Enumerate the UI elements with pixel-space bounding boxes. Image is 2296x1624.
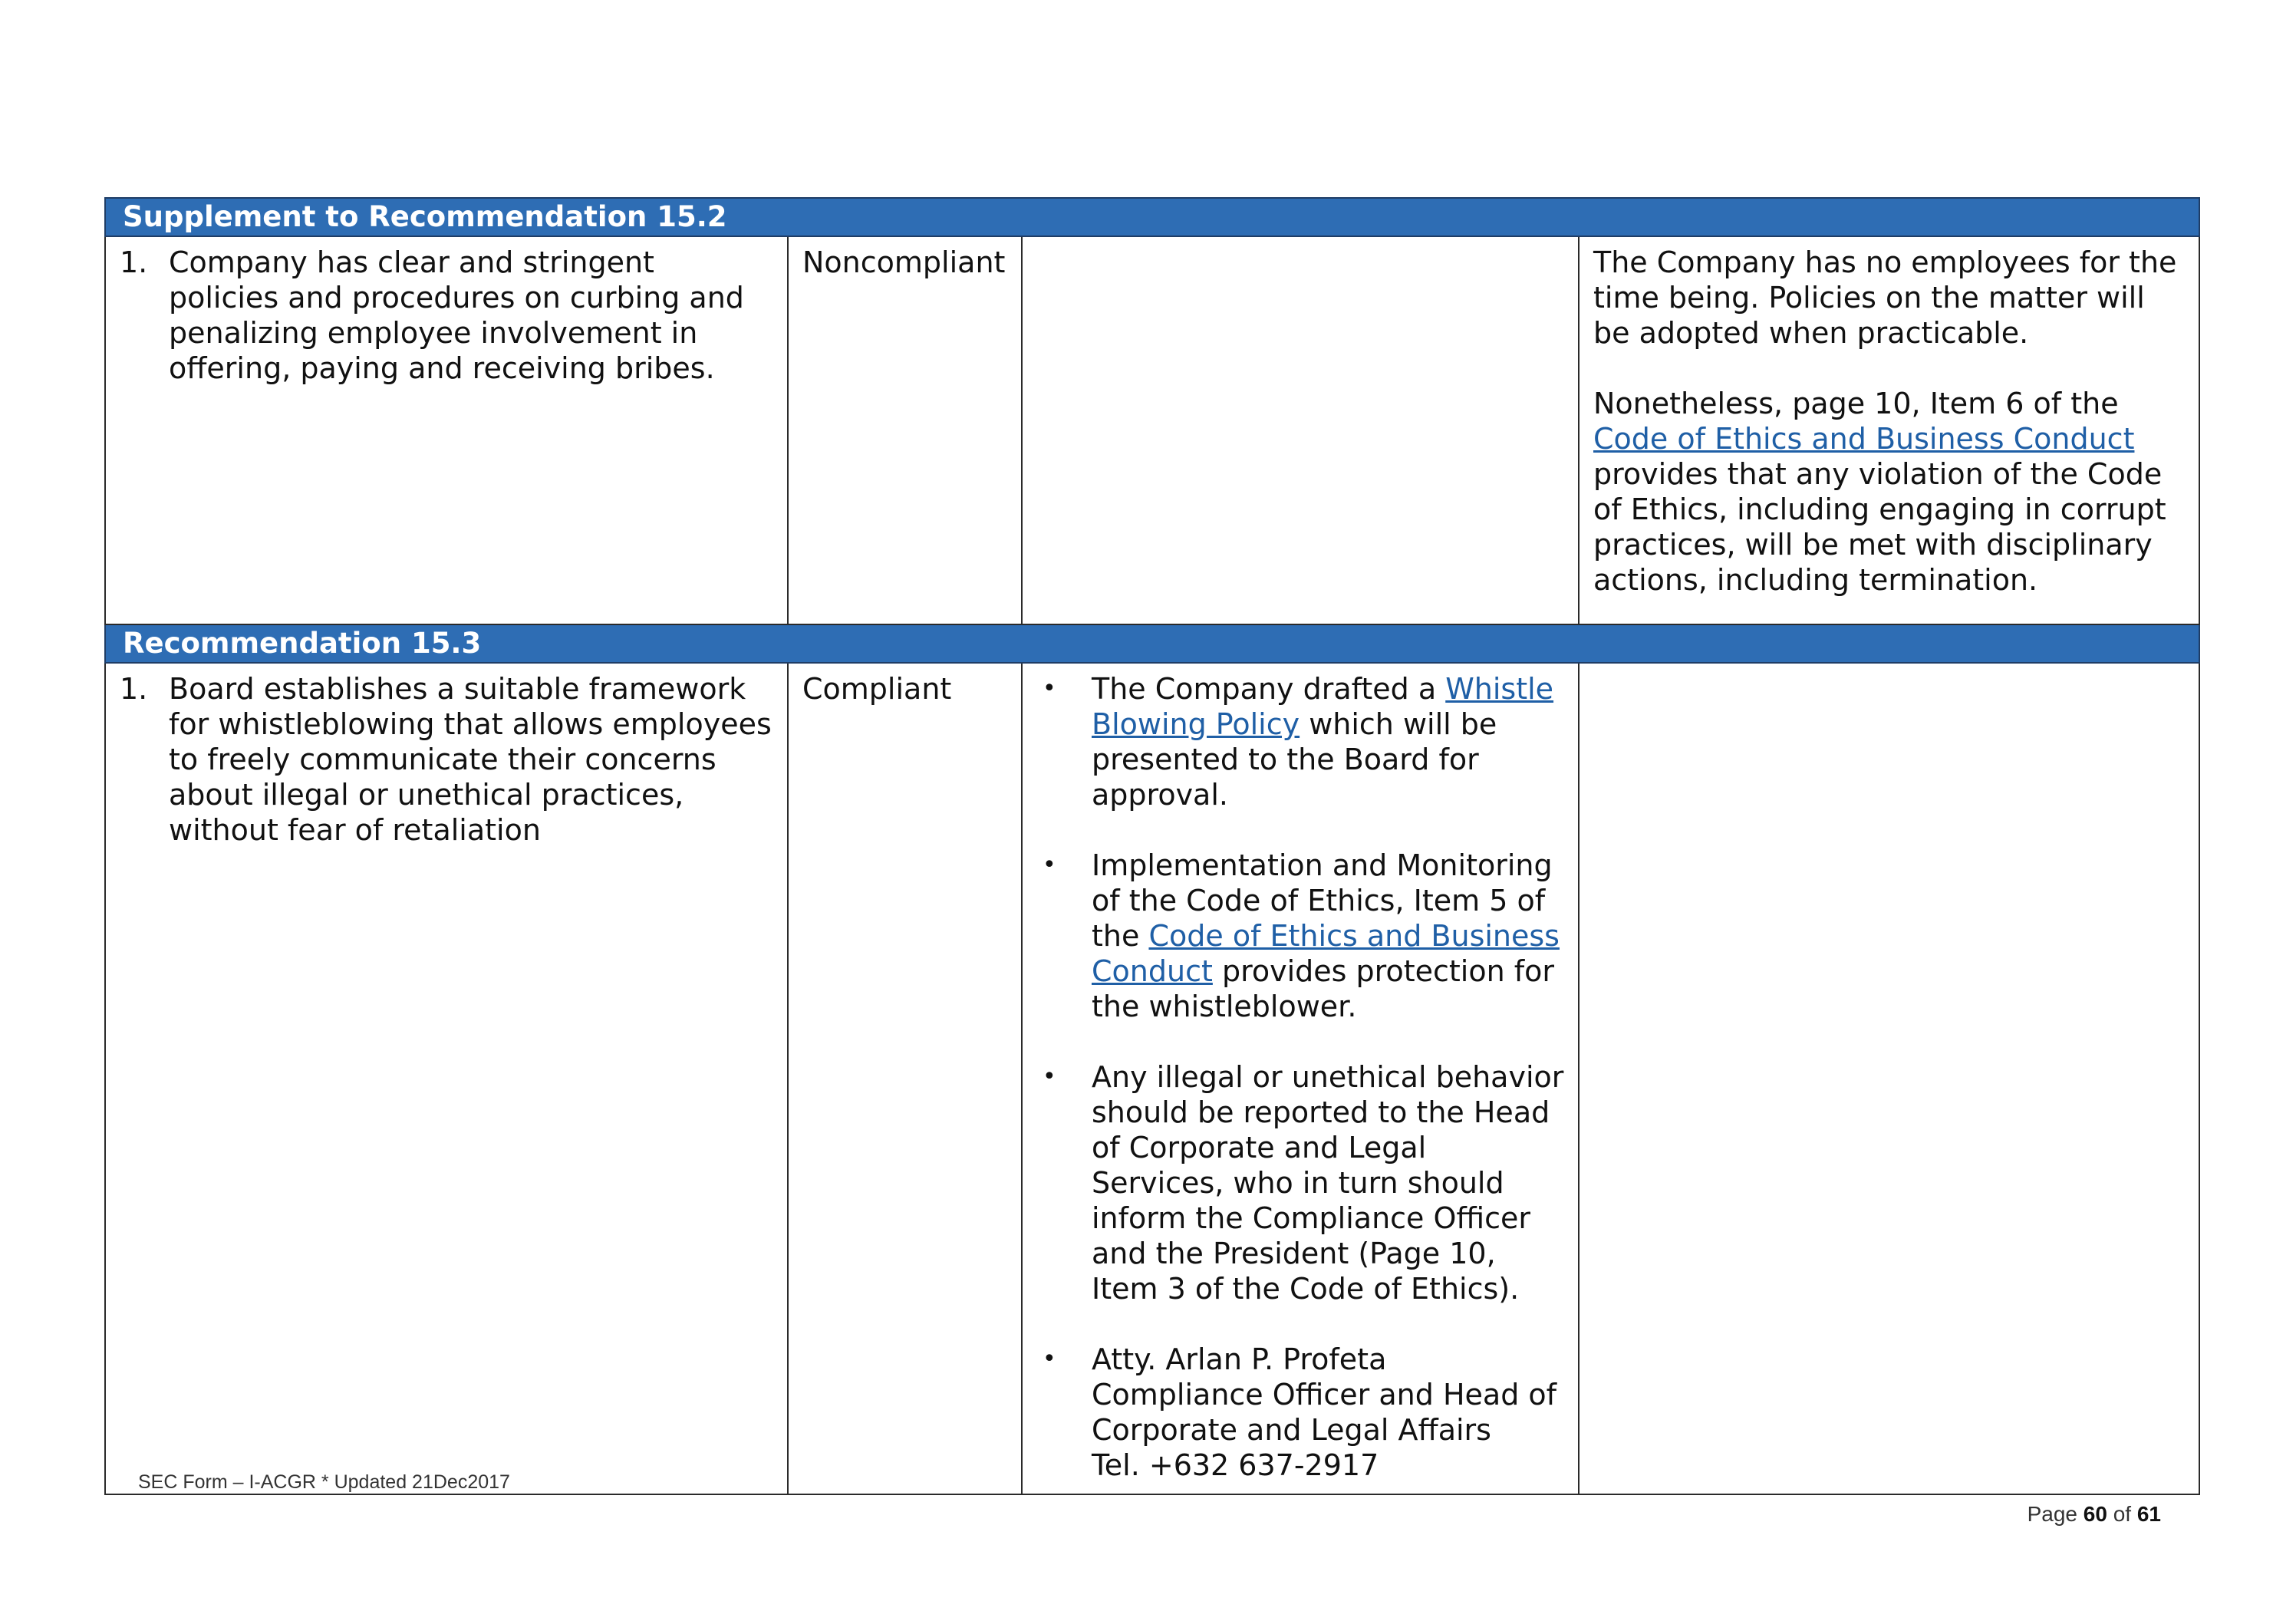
list-item [1036, 1059, 1564, 1306]
page-total: 61 [2136, 1502, 2161, 1526]
bullet-text-part: which will be presented to the Board for approval. [1092, 707, 1497, 812]
page-of-word: of [2113, 1502, 2132, 1526]
section-header-row [105, 198, 2199, 236]
bullet-text [1092, 848, 1564, 1024]
recommendation-cell [105, 663, 788, 1494]
details-bullet-list [1036, 671, 1564, 1483]
explanation-text: Nonetheless, page 10, Item 6 of the [1593, 387, 2119, 420]
bullet-text-part: provides protection for the whistleblower. [1092, 954, 1554, 1023]
bullet-text: Any illegal or unethical behavior should be reported to the Head of Corporate and Legal Services, who in turn should inform the Compliance Officer and the President (Page 10, Item 3 of the Code of Ethics). [1092, 1060, 1564, 1306]
bullet-icon: • [1043, 1346, 1056, 1372]
list-item [1036, 671, 1564, 812]
footer-form-label: SEC Form – I-ACGR * Updated 21Dec2017 [138, 1471, 510, 1493]
details-cell [1022, 663, 1579, 1494]
page-number [2028, 1502, 2161, 1527]
recommendation-cell [105, 236, 788, 624]
page-current: 60 [2083, 1502, 2107, 1526]
section-header-row [105, 624, 2199, 663]
bullet-icon: • [1043, 852, 1056, 878]
bullet-icon: • [1043, 1063, 1056, 1090]
compliance-status-cell: Noncompliant [788, 236, 1022, 624]
explanation-cell [1579, 663, 2199, 1494]
item-text: Board establishes a suitable framework for whistleblowing that allows employees to freely communicate their concerns about illegal or unethical practices, without fear of retaliation [169, 672, 772, 847]
details-cell [1022, 236, 1579, 624]
section-header-supplement-15-2: Supplement to Recommendation 15.2 [105, 198, 2199, 236]
contact-title: Compliance Officer and Head of Corporate and Legal Affairs [1092, 1378, 1557, 1447]
list-item [1036, 1342, 1564, 1483]
table-row [105, 663, 2199, 1494]
whistle-blowing-policy-link[interactable]: Whistle Blowing Policy [1092, 672, 1554, 741]
bullet-icon: • [1043, 675, 1056, 702]
item-text: Company has clear and stringent policies and procedures on curbing and penalizing employee involvement in offering, paying and receiving bribes. [169, 245, 744, 385]
bullet-text-part: Implementation and Monitoring of the Code of Ethics, Item 5 of the [1092, 848, 1553, 953]
page-word: Page [2027, 1502, 2077, 1526]
code-of-ethics-link[interactable]: Code of Ethics and Business Conduct [1092, 919, 1560, 988]
item-number: 1. [120, 672, 148, 706]
numbered-item [120, 671, 773, 848]
bullet-text [1092, 671, 1564, 812]
contact-phone: Tel. +632 637-2917 [1092, 1448, 1379, 1482]
explanation-text: provides that any violation of the Code of Ethics, including engaging in corrupt practices, will be met with disciplinary actions, including termination. [1593, 457, 2166, 597]
code-of-ethics-link[interactable]: Code of Ethics and Business Conduct [1593, 422, 2135, 456]
contact-name: Atty. Arlan P. Profeta [1092, 1342, 1387, 1376]
item-number: 1. [120, 245, 148, 279]
numbered-item [120, 245, 773, 386]
explanation-cell [1579, 236, 2199, 624]
list-item [1036, 848, 1564, 1024]
table-row [105, 236, 2199, 624]
contact-block [1092, 1342, 1564, 1483]
explanation-paragraph [1593, 386, 2185, 598]
compliance-status-cell: Compliant [788, 663, 1022, 1494]
section-header-recommendation-15-3: Recommendation 15.3 [105, 624, 2199, 663]
explanation-paragraph: The Company has no employees for the time being. Policies on the matter will be adopted when practicable. [1593, 245, 2177, 350]
bullet-text-part: The Company drafted a [1092, 672, 1446, 706]
compliance-table [104, 197, 2200, 1495]
